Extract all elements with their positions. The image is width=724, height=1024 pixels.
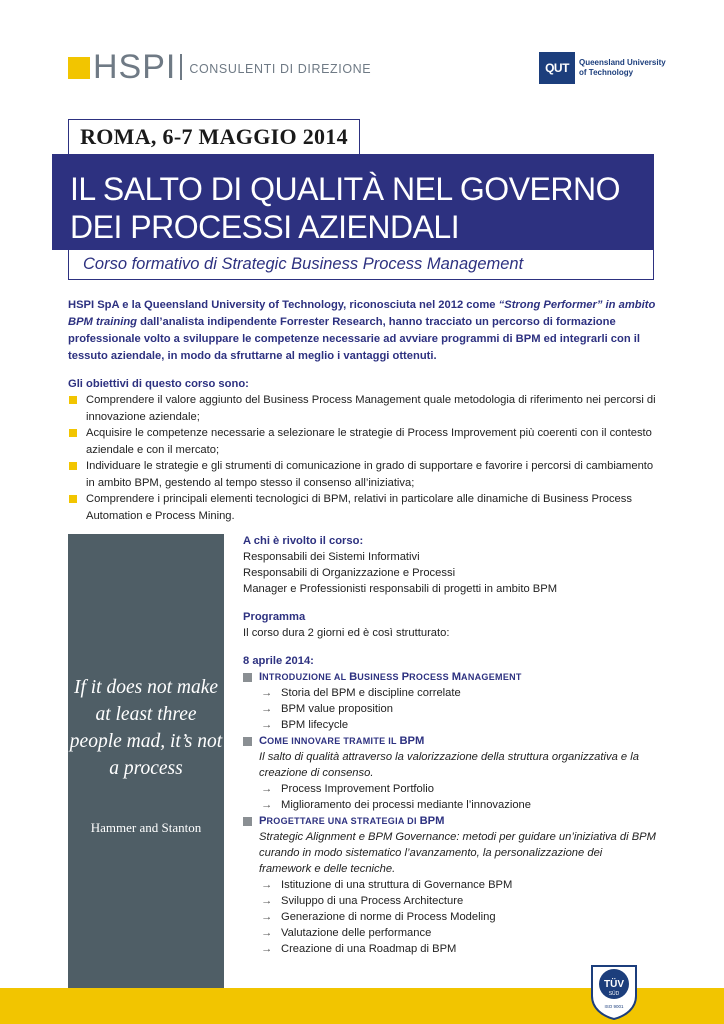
quote-panel [68, 534, 224, 988]
qut-logo [539, 52, 666, 84]
arrow-right-icon: → [261, 799, 273, 811]
grey-square-bullet-icon [243, 817, 252, 826]
course-subtitle: Corso formativo di Strategic Business Process Management [83, 255, 524, 273]
audience-item: Responsabili dei Sistemi Informativi [243, 551, 420, 563]
qut-badge: QUT [539, 52, 575, 84]
quote-text: If it does not make at least three people mad, it’s not a process [69, 677, 223, 779]
program-column [243, 533, 657, 957]
objectives-title: Gli obiettivi di questo corso sono: [68, 378, 249, 390]
arrow-right-icon: → [261, 943, 273, 955]
qut-name: Queensland University of Technology [579, 58, 666, 77]
event-date-box [68, 119, 360, 155]
arrow-right-icon: → [261, 879, 273, 891]
arrow-right-icon: → [261, 783, 273, 795]
arrow-right-icon: → [261, 927, 273, 939]
hspi-tagline: CONSULENTI DI DIREZIONE [189, 62, 372, 76]
objectives-list [68, 392, 658, 524]
hspi-yellow-square-icon [68, 57, 90, 79]
module-topic: → Miglioramento dei processi mediante l’innovazione [261, 799, 531, 811]
yellow-square-bullet-icon [69, 462, 77, 470]
tuv-certification-seal-icon [588, 962, 640, 1020]
intro-paragraph: HSPI SpA e la Queensland University of Technology, riconosciuta nel 2012 come “Strong Performer” in ambito BPM training dall’analista indipendente Forrester Research, hanno tracciato un percorso di formazione professionale volto a sviluppare le competenze necessarie ad avviare programmi di BPM ed integrarli con il tessuto aziendale, in modo da sfruttarne al meglio i vantaggi ottenuti. [68, 299, 656, 362]
program-title: Programma [243, 611, 306, 623]
grey-square-bullet-icon [243, 673, 252, 682]
quote-author: Hammer and Stanton [90, 820, 202, 835]
module-description: Strategic Alignment e BPM Governance: metodi per guidare un’iniziativa di BPM curando in modo sistematico l’avanzamento, la personalizzazione dei framework e delle tecniche. [259, 831, 656, 875]
module-topic: → BPM value proposition [261, 703, 393, 715]
tuv-iso: ISO 9001 [604, 1004, 624, 1009]
audience-item: Manager e Professionisti responsabili di progetti in ambito BPM [243, 583, 558, 595]
program-intro: Il corso dura 2 giorni ed è così strutturato: [243, 627, 450, 639]
arrow-right-icon: → [261, 703, 273, 715]
objective-item: Comprendere il valore aggiunto del Business Process Management quale metodologia di riferimento nei percorsi di innovazione aziendale; [68, 392, 658, 425]
module-topic: → BPM lifecycle [261, 719, 349, 731]
arrow-right-icon: → [261, 911, 273, 923]
module-topic: → Sviluppo di una Process Architecture [261, 895, 464, 907]
module-topic: → Process Improvement Portfolio [261, 783, 434, 795]
module-heading: COME INNOVARE TRAMITE IL BPM [243, 733, 657, 749]
tuv-letters: TÜV [604, 979, 624, 990]
objective-item: Acquisire le competenze necessarie a selezionare le strategie di Process Improvement più coerenti con il contesto aziendale e con il mercato; [68, 425, 658, 458]
module-topic: → Storia del BPM e discipline correlate [261, 687, 461, 699]
hspi-divider [180, 54, 182, 80]
title-line-2: DEI PROCESSI AZIENDALI [70, 209, 460, 245]
objective-item: Individuare le strategie e gli strumenti di comunicazione in grado di supportare e favorire i percorsi di cambiamento in ambito BPM, gestendo al tempo stesso il consenso all’iniziativa; [68, 458, 658, 491]
module-topic: → Generazione di norme di Process Modeling [261, 911, 496, 923]
title-line-1: IL SALTO DI QUALITÀ NEL GOVERNO [70, 171, 620, 207]
yellow-square-bullet-icon [69, 429, 77, 437]
tuv-sud: SÜD [608, 991, 620, 997]
module-heading: INTRODUZIONE AL BUSINESS PROCESS MANAGEMENT [243, 669, 657, 685]
module-topic: → Creazione di una Roadmap di BPM [261, 943, 457, 955]
title-band [52, 154, 654, 250]
yellow-square-bullet-icon [69, 495, 77, 503]
grey-square-bullet-icon [243, 737, 252, 746]
module-topic: → Istituzione di una struttura di Governance BPM [261, 879, 513, 891]
arrow-right-icon: → [261, 687, 273, 699]
arrow-right-icon: → [261, 895, 273, 907]
subtitle-box [68, 250, 654, 280]
hspi-wordmark: HSPI [93, 48, 177, 86]
module-topic: → Valutazione delle performance [261, 927, 432, 939]
module-heading: PROGETTARE UNA STRATEGIA DI BPM [243, 813, 657, 829]
yellow-square-bullet-icon [69, 396, 77, 404]
objective-item: Comprendere i principali elementi tecnologici di BPM, relativi in particolare alle dinamiche di Business Process Automation e Process Mining. [68, 491, 658, 524]
audience-item: Responsabili di Organizzazione e Processi [243, 567, 456, 579]
arrow-right-icon: → [261, 719, 273, 731]
event-date: ROMA, 6-7 MAGGIO 2014 [80, 124, 348, 149]
audience-title: A chi è rivolto il corso: [243, 535, 364, 547]
module-description: Il salto di qualità attraverso la valorizzazione della struttura organizzativa e la creazione di consenso. [259, 751, 639, 779]
hspi-logo [68, 48, 372, 86]
program-day: 8 aprile 2014: [243, 655, 314, 667]
